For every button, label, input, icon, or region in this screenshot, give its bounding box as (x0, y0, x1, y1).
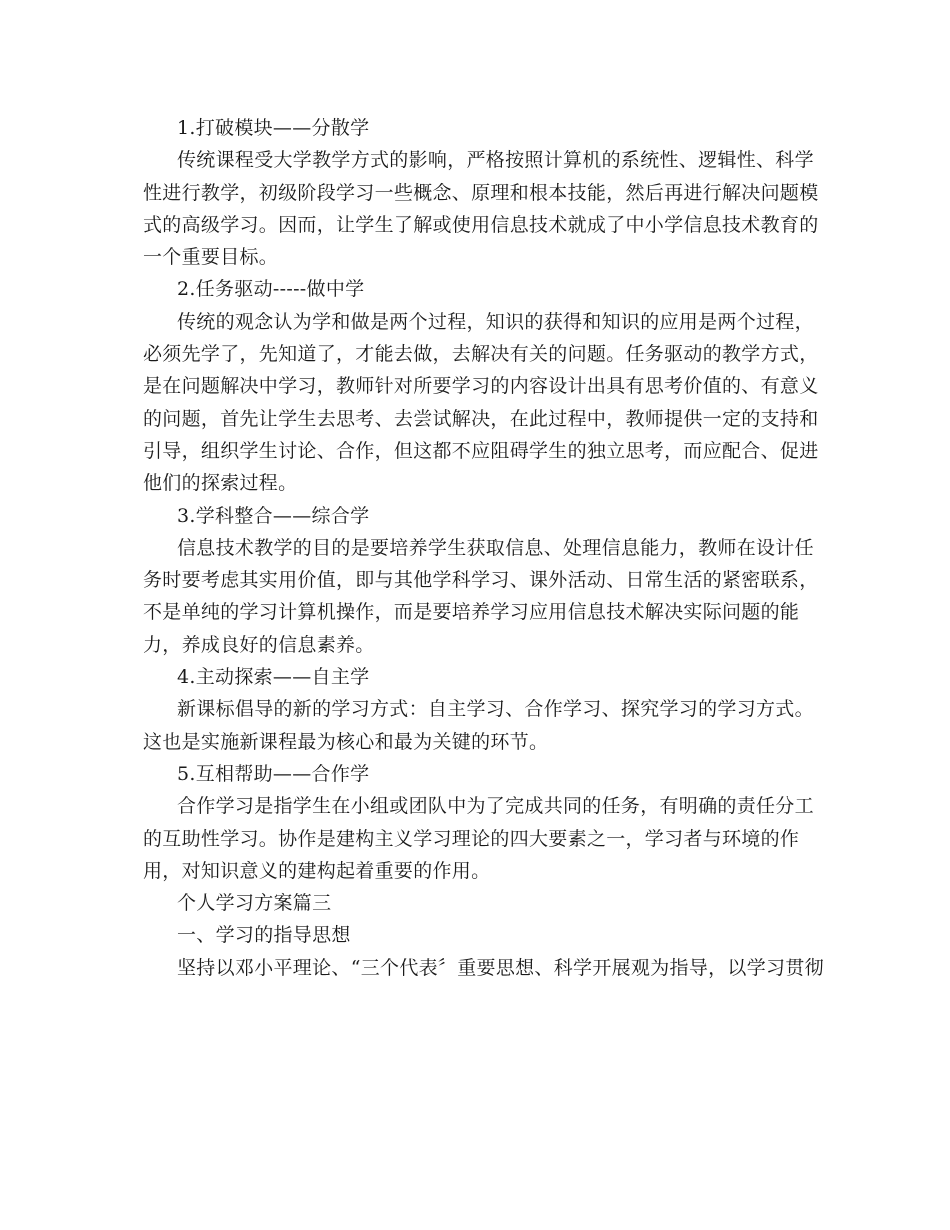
paragraph-line: 性进行教学，初级阶段学习一些概念、原理和根本技能，然后再进行解决问题模 (143, 181, 819, 204)
article-title: 个人学习方案篇三 (177, 892, 332, 915)
section-heading-2: 2.任务驱动-----做中学 (177, 278, 365, 301)
paragraph-line: 合作学习是指学生在小组或团队中为了完成共同的任务，有明确的责任分工 (177, 795, 814, 818)
paragraph-line: 这也是实施新课程最为核心和最为关键的环节。 (143, 730, 549, 753)
paragraph-line: 是在问题解决中学习，教师针对所要学习的内容设计出具有思考价值的、有意义 (143, 375, 819, 398)
section-heading-3: 3.学科整合——综合学 (177, 504, 370, 527)
paragraph-line: 他们的探索过程。 (143, 472, 298, 495)
paragraph-line: 力，养成良好的信息素养。 (143, 633, 375, 656)
paragraph-line: 的互助性学习。协作是建构主义学习理论的四大要素之一，学习者与环境的作 (143, 827, 800, 850)
section-heading-1: 1.打破模块——分散学 (177, 117, 370, 139)
paragraph-line: 的问题，首先让学生去思考、去尝试解决，在此过程中，教师提供一定的支持和 (143, 407, 819, 430)
paragraph-line: 坚持以邓小平理论、“三个代表〞重要思想、科学开展观为指导，以学习贯彻 (177, 956, 824, 979)
section-heading-4: 4.主动探索——自主学 (177, 666, 370, 689)
paragraph-line: 引导，组织学生讨论、合作，但这都不应阻碍学生的独立思考，而应配合、促进 (143, 439, 819, 462)
section-heading-guiding-thought: 一、学习的指导思想 (177, 924, 351, 947)
paragraph-line: 必须先学了，先知道了，才能去做，去解决有关的问题。任务驱动的教学方式， (143, 343, 819, 366)
paragraph-line: 不是单纯的学习计算机操作，而是要培养学习应用信息技术解决实际问题的能 (143, 601, 800, 624)
document-body (143, 112, 824, 984)
paragraph-line: 信息技术教学的目的是要培养学生获取信息、处理信息能力，教师在设计任 (177, 536, 814, 559)
paragraph-line: 式的高级学习。因而，让学生了解或使用信息技术就成了中小学信息技术教育的 (143, 213, 819, 236)
paragraph-line: 新课标倡导的新的学习方式：自主学习、合作学习、探究学习的学习方式。 (177, 698, 814, 721)
section-heading-5: 5.互相帮助——合作学 (177, 762, 370, 785)
paragraph-line: 传统的观念认为学和做是两个过程，知识的获得和知识的应用是两个过程， (177, 310, 814, 333)
paragraph-line: 传统课程受大学教学方式的影响，严格按照计算机的系统性、逻辑性、科学 (177, 149, 814, 172)
paragraph-line: 一个重要目标。 (143, 246, 279, 269)
paragraph-line: 用，对知识意义的建构起着重要的作用。 (143, 859, 491, 882)
paragraph-line: 务时要考虑其实用价值，即与其他学科学习、课外活动、日常生活的紧密联系， (143, 569, 819, 592)
